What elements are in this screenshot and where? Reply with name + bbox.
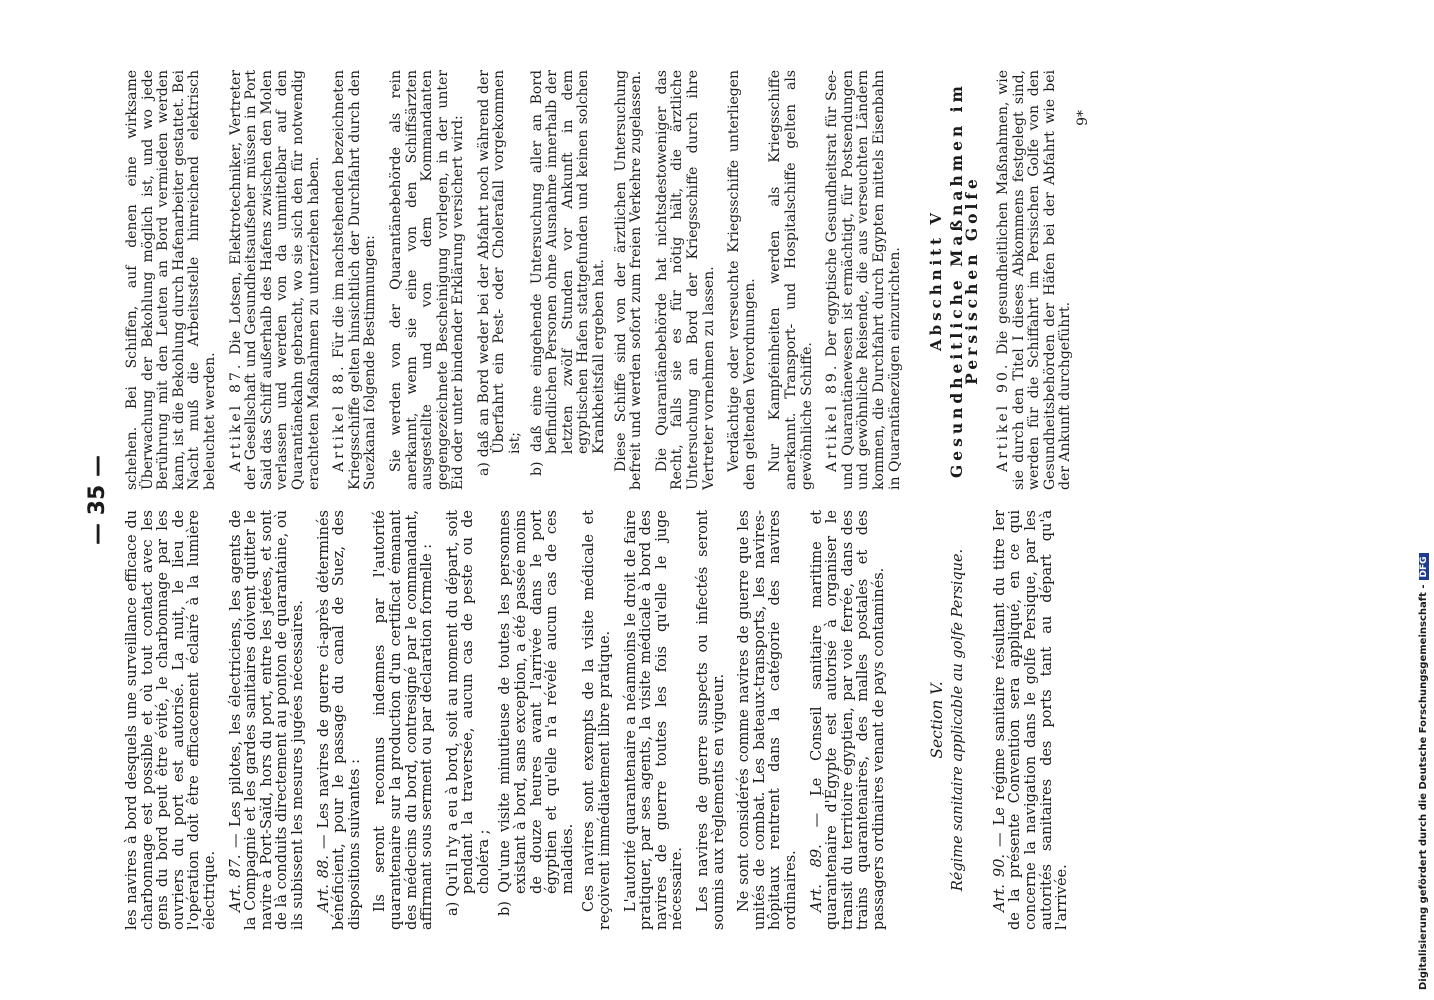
list-item-a: a) daß an Bord weder bei der Abfahrt noch während der Überfahrt ein Pest- oder Cholerafall vorgekommen ist; [475,70,524,476]
list-item-b: b) Qu'une visite minutieuse de toutes les personnes existant à bord, sans exception, a été passée moins de douze heures avant l'arrivée dans le port égyptien et qu'elle n'a révélé aucun cas de ces maladies. [497,510,576,916]
dfg-logo: DFG [1419,553,1429,580]
article-text: Die Lotsen, Elektrotechniker, Vertreter der Gesellschaft und Gesundheitsaufseher müssen in Port Said das Schiff außerhalb des Hafens zwischen den Molen verlassen und werden von da unmittelbar auf den Quarantänekahn gebracht, wo sie sich den für notwendig erachteten Maßnahmen zu unterziehen haben. [227,70,322,490]
paragraph: Verdächtige oder verseuchte Kriegsschiffe unterliegen den geltenden Verordnungen. [726,70,758,490]
digitization-text: Digitalisierung gefördert durch die Deutsche Forschungsgemeinschaft - [1418,584,1429,990]
paragraph: Diese Schiffe sind von der ärztlichen Untersuchung befreit und werden sofort zum freien Verkehre zugelassen. [612,70,645,490]
paragraph: Ils seront reconnus indemnes par l'autorité quarantenaire sur la production d'un certificat émanant des médecins du bord, contresigné par le commandant, affirmant sous serment ou par déclaration formelle : [372,510,436,930]
article-90 [996,70,1074,490]
article-label: Art. 89. [808,844,825,912]
german-column [125,70,1091,490]
section-subtitle: Régime sanitaire applicable au golfe Persique. [950,548,967,892]
paragraph: les navires à bord desquels une surveillance efficace du charbonnage est possible et où tout contact avec les gens du bord peut être évité, le charbonnage par les ouvriers du port est autorisé. La nuit, le lieu de l'opération doit être efficacement éclairé à la lumière électrique. [124,510,218,930]
article-text: Für die im nachstehenden bezeichneten Kriegsschiffe gelten hinsichtlich der Durchfahrt durch den Suezkanal folgende Bestimmungen: [331,70,379,490]
article-text: — Les pilotes, les électriciens, les agents de la Compagnie et les gardes sanitaires doivent quitter le navire à Port-Saïd, hors du port, entre les jetées, et sont de là conduits directement au ponton de quarantaine, où ils subissent les mesures jugées nécessaires. [227,510,306,930]
article-89 [810,510,888,930]
article-88 [332,70,379,490]
section-subtitle: Gesundheitliche Maßnahmen im Persischen Golfe [946,82,982,478]
paragraph: Die Quarantänebehörde hat nichtsdestoweniger das Recht, falls sie es für nötig hält, die ärztliche Untersuchung an Bord der Kriegsschiffe durch ihre Vertreter vornehmen zu lassen. [653,70,717,490]
paragraph: Nur Kampfeinheiten werden als Kriegsschiffe anerkannt. Transport- und Hospitalschiffe gelten als gewöhnliche Schiffe. [767,70,815,490]
article-text: Der egyptische Gesundheitsrat für See- und Quarantänewesen ist ermächtigt, für Postsendungen und gewöhnliche Reisende, die aus verseuchten Ländern kommen, die Durchfahrt durch Egypten mittels Eisenbahn in Quarantänezügen einzurichten. [824,70,903,490]
paragraph: Sie werden von der Quarantänebehörde als rein anerkannt, wenn sie eine von den Schiffsärzten ausgestellte und von dem Kommandanten gegengezeichnete Bescheinigung vorlegen, in der unter Eid oder unter bindender Erklärung versichert wird: [387,70,467,490]
article-label: Art. 88. [315,855,332,912]
article-text: — Le Conseil sanitaire maritime et quarantenaire d'Égypte est autorisé à organiser le transit du territoire égyptien, par voie ferrée, dans des trains quarantenaires, des malles postales et des passagers ordinaires venant de pays contaminés. [808,510,887,930]
digitization-note [1418,10,1432,990]
article-label: Art. 90. [991,854,1008,912]
list-item-a: a) Qu'il n'y a eu à bord, soit au moment du départ, soit pendant la traversée, aucun cas de peste ou de choléra ; [444,510,492,916]
article-label: Artikel 87. [227,361,244,472]
article-90 [993,510,1071,930]
article-88 [317,510,364,930]
list-item-b: b) daß eine eingehende Untersuchung aller an Bord befindlichen Personen ohne Ausnahme innerhalb der letzten zwölf Stunden vor Ankunft in dem egyptischen Hafen stattgefunden und keinen solchen Krankheitsfall ergeben hat. [528,70,608,476]
article-text: — Le régime sanitaire résultant du titre Ier de la présente Convention sera appliqué, en ce qui concerne la navigation dans le golfe Persique, par les autorités sanitaires des ports tant au départ qu'à l'arrivée. [991,510,1071,930]
page-number: — 35 — [85,455,110,545]
french-column [125,510,1081,930]
article-label: Artikel 88. [331,363,348,472]
paragraph: Les navires de guerre suspects ou infectés seront soumis aux règlements en vigueur. [695,510,727,930]
section-title: Section V. [927,681,946,759]
paragraph: Ces navires sont exempts de la visite médicale et reçoivent immédiatement libre pratique. [581,510,614,930]
article-text: Die gesundheitlichen Maßnahmen, wie sie durch den Titel I dieses Abkommens festgelegt sind, werden für die Schiffahrt im Persischen Golfe von den Gesundheitsbehörden der Häfen bei der Abfahrt wie bei der Ankunft durchgeführt. [994,70,1074,490]
article-label: Artikel 90. [994,361,1011,472]
article-87 [229,510,307,930]
article-text: — Les navires de guerre ci-après déterminés bénéficient, pour le passage du canal de Suez, des dispositions suivantes : [315,510,363,930]
paragraph: L'autorité quarantenaire a néanmoins le droit de faire pratiquer, par ses agents, la visite médicale à bord des navires de guerre toutes les fois qu'elle le juge nécessaire. [622,510,686,930]
paragraph: Ne sont considérés comme navires de guerre que les unités de combat. Les bateaux-transports, les navires-hôpitaux rentrent dans la catégorie des navires ordinaires. [736,510,799,930]
article-label: Artikel 89. [824,362,841,472]
article-label: Art. 87. [227,854,244,912]
section-title: Abschnitt V [927,209,946,351]
paragraph: schehen. Bei Schiffen, auf denen eine wirksame Überwachung der Bekohlung möglich ist, und wo jede Berührung mit den Leuten an Bord vermieden werden kann, ist die Bekohlung durch Hafenarbeiter gestattet. Bei Nacht muß die Arbeitsstelle hinreichend elektrisch beleuchtet werden. [124,70,218,490]
signature-mark: 9* [1074,110,1091,126]
article-89 [825,70,903,490]
article-87 [229,70,323,490]
rotated-page [75,70,1295,930]
